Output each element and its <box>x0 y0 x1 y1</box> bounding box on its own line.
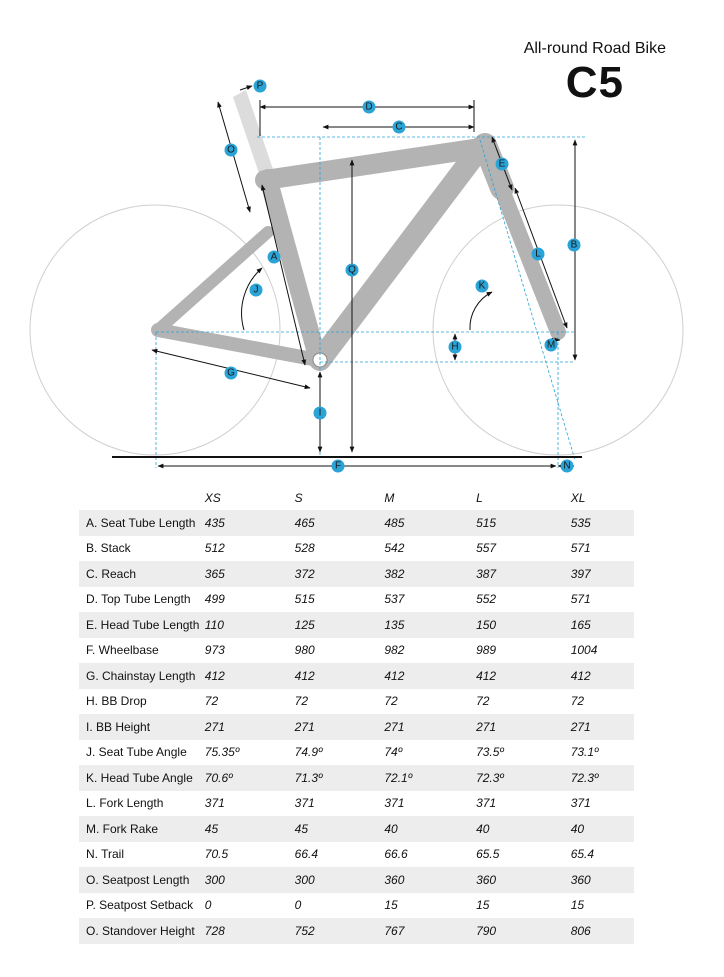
row-value: 66.6 <box>384 847 408 862</box>
row-value: 528 <box>294 541 315 556</box>
row-value: 552 <box>476 592 497 607</box>
row-value: 767 <box>384 918 476 944</box>
marker-f <box>332 460 345 473</box>
row-value: 70.6º <box>205 765 295 791</box>
row-value: 571 <box>570 541 591 556</box>
label-column-header <box>79 486 205 510</box>
row-value: 300 <box>205 867 295 893</box>
row-value: 300 <box>295 867 385 893</box>
row-value: 72 <box>476 694 490 709</box>
row-value: 728 <box>205 918 295 944</box>
row-value: 150 <box>476 612 571 638</box>
table-row <box>79 561 634 587</box>
row-value: 15 <box>476 898 490 913</box>
row-label: K. Head Tube Angle <box>79 765 205 791</box>
row-value: 515 <box>476 510 571 536</box>
bike-subtitle: All-round Road Bike <box>523 40 666 57</box>
marker-g <box>225 367 238 380</box>
row-value: 412 <box>295 663 385 689</box>
row-value: 371 <box>476 796 497 811</box>
table-row <box>79 510 634 536</box>
row-value: 980 <box>294 643 315 658</box>
table-row <box>79 893 634 919</box>
table-row <box>79 740 634 766</box>
row-value: 271 <box>476 714 571 740</box>
row-value: 72.3º <box>476 765 571 791</box>
svg-text:J: J <box>253 284 259 296</box>
row-value: 365 <box>205 561 295 587</box>
table-row <box>79 587 634 613</box>
marker-c <box>393 121 406 134</box>
row-value: 72.3º <box>571 765 634 791</box>
row-value: 372 <box>295 561 385 587</box>
row-value: 360 <box>571 867 634 893</box>
row-value: 412 <box>205 663 295 689</box>
row-value: 537 <box>384 592 405 607</box>
svg-text:O: O <box>227 144 235 156</box>
size-header-xs: XS <box>204 491 221 505</box>
svg-text:A: A <box>270 251 278 263</box>
row-value: 71.3º <box>295 765 385 791</box>
row-value: 65.5 <box>476 847 500 862</box>
svg-text:B: B <box>570 239 578 251</box>
size-header-l: L <box>476 491 483 505</box>
row-value: 557 <box>476 541 497 556</box>
row-value: 989 <box>476 643 497 658</box>
row-value: 135 <box>384 612 476 638</box>
svg-text:H: H <box>451 341 459 353</box>
row-value: 45 <box>205 816 295 842</box>
row-value: 435 <box>205 510 295 536</box>
row-value: 412 <box>476 663 571 689</box>
row-value: 1004 <box>570 643 598 658</box>
row-value: 982 <box>384 643 405 658</box>
table-row <box>79 816 634 842</box>
svg-text:L: L <box>535 248 541 260</box>
size-header-s: S <box>294 491 303 505</box>
svg-text:F: F <box>334 460 342 472</box>
row-value: 72 <box>204 694 219 709</box>
svg-text:K: K <box>478 280 486 292</box>
svg-text:I: I <box>318 407 322 419</box>
row-value: 512 <box>204 541 225 556</box>
size-header-row <box>79 486 634 510</box>
seatpost <box>233 90 276 182</box>
row-value: 165 <box>571 612 634 638</box>
row-value: 70.5 <box>204 847 229 862</box>
row-value: 15 <box>570 898 585 913</box>
geometry-table <box>79 486 634 944</box>
row-value: 73.1º <box>570 745 599 760</box>
size-header-xl: XL <box>570 491 586 505</box>
row-value: 271 <box>384 714 476 740</box>
row-label: B. Stack <box>86 541 131 556</box>
table-row <box>79 612 634 638</box>
row-value: 0 <box>294 898 302 913</box>
row-value: 542 <box>384 541 405 556</box>
row-value: 110 <box>205 612 295 638</box>
row-value: 515 <box>294 592 315 607</box>
row-label: M. Fork Rake <box>79 816 205 842</box>
geometry-table-body <box>79 510 634 944</box>
row-value: 465 <box>295 510 385 536</box>
row-value: 371 <box>384 796 405 811</box>
row-value: 45 <box>295 816 385 842</box>
row-label: H. BB Drop <box>86 694 147 709</box>
row-value: 72 <box>384 694 398 709</box>
table-row <box>79 791 634 817</box>
svg-text:D: D <box>365 101 373 113</box>
svg-text:G: G <box>227 367 235 379</box>
marker-n <box>561 460 574 473</box>
table-row <box>79 536 634 562</box>
svg-text:C: C <box>395 121 403 133</box>
row-label: I. BB Height <box>79 714 205 740</box>
row-label: D. Top Tube Length <box>86 592 191 607</box>
row-value: 75.35º <box>204 745 240 760</box>
row-value: 40 <box>384 816 476 842</box>
row-value: 382 <box>384 561 476 587</box>
marker-h <box>449 341 462 354</box>
row-value: 65.4 <box>570 847 595 862</box>
row-value: 973 <box>204 643 225 658</box>
row-value: 74º <box>384 745 403 760</box>
row-value: 412 <box>571 663 634 689</box>
table-row <box>79 842 634 868</box>
marker-j <box>250 284 263 297</box>
row-label: E. Head Tube Length <box>79 612 205 638</box>
marker-q <box>346 264 359 277</box>
row-value: 40 <box>571 816 634 842</box>
row-value: 72 <box>294 694 309 709</box>
row-value: 40 <box>476 816 571 842</box>
row-value: 271 <box>205 714 295 740</box>
marker-d <box>363 101 376 114</box>
row-value: 485 <box>384 510 476 536</box>
row-value: 125 <box>295 612 385 638</box>
row-label: C. Reach <box>79 561 205 587</box>
row-value: 397 <box>571 561 634 587</box>
row-value: 360 <box>476 867 571 893</box>
row-value: 806 <box>571 918 634 944</box>
marker-m <box>545 339 558 352</box>
row-value: 360 <box>384 867 476 893</box>
row-value: 571 <box>570 592 591 607</box>
svg-text:Q: Q <box>348 264 356 276</box>
row-value: 387 <box>476 561 571 587</box>
row-value: 752 <box>295 918 385 944</box>
svg-text:M: M <box>546 339 556 351</box>
row-value: 0 <box>204 898 212 913</box>
marker-l <box>532 248 545 261</box>
table-row <box>79 714 634 740</box>
marker-b <box>568 239 581 252</box>
row-label: G. Chainstay Length <box>79 663 205 689</box>
row-label: O. Seatpost Length <box>79 867 205 893</box>
marker-k <box>476 280 489 293</box>
bike-frame <box>158 145 558 360</box>
table-row <box>79 867 634 893</box>
geometry-diagram <box>0 0 724 480</box>
marker-e <box>496 158 509 171</box>
row-value: 73.5º <box>476 745 504 760</box>
row-value: 412 <box>384 663 476 689</box>
svg-text:P: P <box>256 80 264 92</box>
table-row <box>79 918 634 944</box>
table-row <box>79 689 634 715</box>
row-label: A. Seat Tube Length <box>79 510 205 536</box>
row-label: F. Wheelbase <box>86 643 159 658</box>
row-value: 74.9º <box>294 745 323 760</box>
row-value: 72.1º <box>384 765 476 791</box>
bike-model-name: C5 <box>565 58 624 107</box>
row-label: N. Trail <box>86 847 125 862</box>
row-label: J. Seat Tube Angle <box>86 745 187 760</box>
row-value: 15 <box>384 898 398 913</box>
row-value: 72 <box>570 694 585 709</box>
marker-p <box>254 80 267 93</box>
row-value: 271 <box>571 714 634 740</box>
row-value: 371 <box>204 796 225 811</box>
row-value: 66.4 <box>294 847 319 862</box>
table-row <box>79 663 634 689</box>
row-value: 499 <box>204 592 225 607</box>
row-label: P. Seatpost Setback <box>86 898 194 913</box>
table-row <box>79 638 634 664</box>
svg-text:E: E <box>498 158 506 170</box>
svg-text:N: N <box>563 460 571 472</box>
marker-badges <box>225 80 581 473</box>
row-value: 535 <box>571 510 634 536</box>
row-value: 271 <box>295 714 385 740</box>
row-value: 371 <box>294 796 315 811</box>
row-value: 371 <box>570 796 591 811</box>
row-label: L. Fork Length <box>86 796 164 811</box>
marker-i <box>314 407 327 420</box>
marker-a <box>268 251 281 264</box>
table-row <box>79 765 634 791</box>
row-label: O. Standover Height <box>79 918 205 944</box>
marker-o <box>225 144 238 157</box>
size-header-m: M <box>384 491 395 505</box>
row-value: 790 <box>476 918 571 944</box>
